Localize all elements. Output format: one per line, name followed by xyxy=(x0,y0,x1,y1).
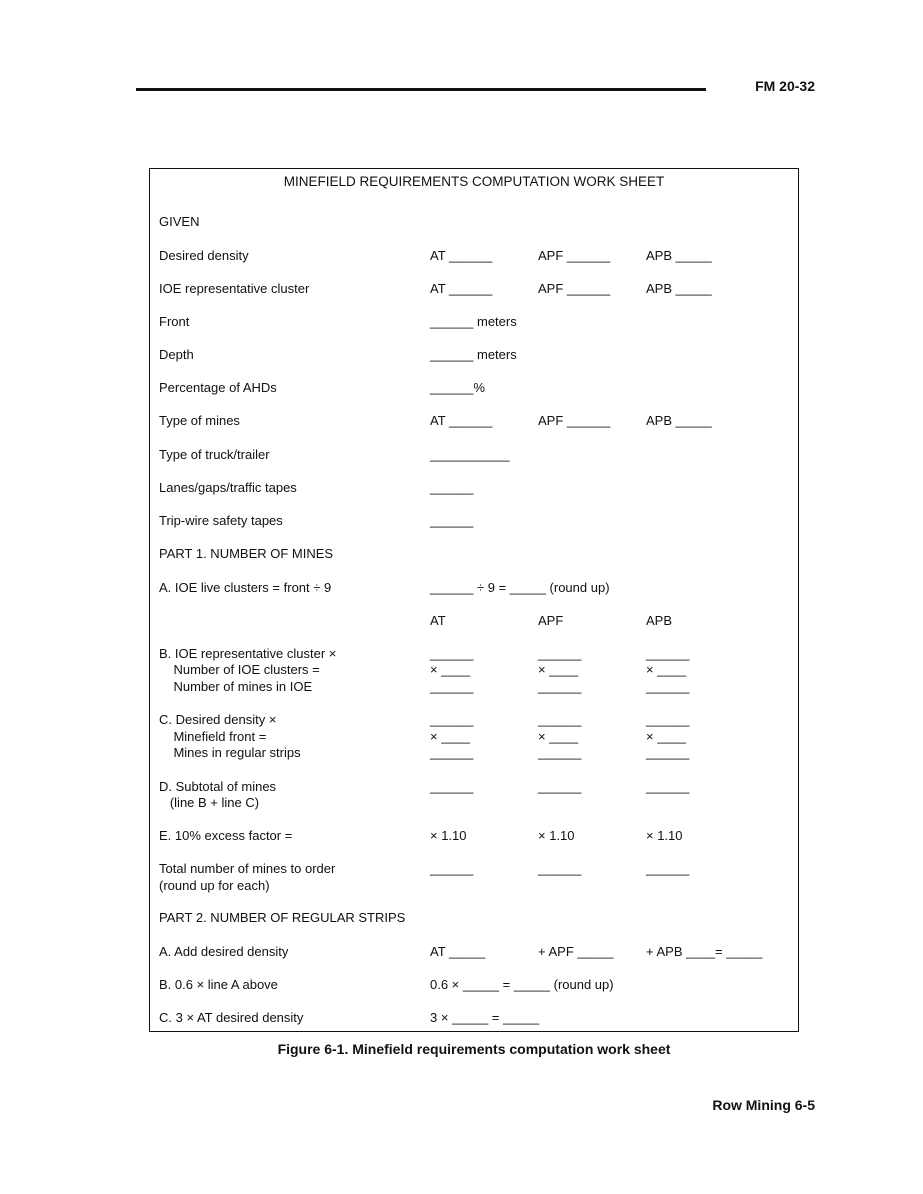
part1-b-at-2: × ____ xyxy=(430,662,471,677)
part1-c-apb-1: ______ xyxy=(646,712,690,727)
part2-heading: PART 2. NUMBER OF REGULAR STRIPS xyxy=(159,910,406,925)
part1-c-at-2: × ____ xyxy=(430,729,471,744)
header-rule xyxy=(136,88,706,91)
part2-b-label: B. 0.6 × line A above xyxy=(159,977,278,992)
col-header-apb: APB xyxy=(646,613,673,628)
total-line2: (round up for each) xyxy=(159,878,270,893)
total-at: ______ xyxy=(430,861,474,876)
part1-b-apb-2: × ____ xyxy=(646,662,687,677)
truck-field: ___________ xyxy=(430,447,510,462)
mine-types-label: Type of mines xyxy=(159,413,240,428)
part1-c-apb-3: ______ xyxy=(646,745,690,760)
ioe-cluster-apb: APB _____ xyxy=(646,281,712,296)
part1-e-apb: × 1.10 xyxy=(646,828,683,843)
ioe-cluster-label: IOE representative cluster xyxy=(159,281,310,296)
part1-c-apb-2: × ____ xyxy=(646,729,687,744)
part1-c-line3: Mines in regular strips xyxy=(159,745,301,760)
part1-c-at-1: ______ xyxy=(430,712,474,727)
mine-types-apb: APB _____ xyxy=(646,413,712,428)
mine-types-apf: APF ______ xyxy=(538,413,611,428)
part2-c-label: C. 3 × AT desired density xyxy=(159,1010,304,1025)
part1-b-apb-3: ______ xyxy=(646,679,690,694)
part1-c-at-3: ______ xyxy=(430,745,474,760)
part1-c-apf-3: ______ xyxy=(538,745,582,760)
worksheet-title: MINEFIELD REQUIREMENTS COMPUTATION WORK SHEET xyxy=(283,174,665,189)
desired-density-at: AT ______ xyxy=(430,248,493,263)
lanes-label: Lanes/gaps/traffic tapes xyxy=(159,480,297,495)
part1-heading: PART 1. NUMBER OF MINES xyxy=(159,546,334,561)
tripwire-label: Trip-wire safety tapes xyxy=(159,513,283,528)
part2-a-apf: + APF _____ xyxy=(538,944,614,959)
part2-a-at: AT _____ xyxy=(430,944,486,959)
part1-c-apf-2: × ____ xyxy=(538,729,579,744)
part1-d-line2: (line B + line C) xyxy=(159,795,260,810)
part1-d-apf: ______ xyxy=(538,779,582,794)
part2-a-label: A. Add desired density xyxy=(159,944,289,959)
part1-d-line1: D. Subtotal of mines xyxy=(159,779,277,794)
col-header-apf: APF xyxy=(538,613,564,628)
total-apb: ______ xyxy=(646,861,690,876)
given-heading: GIVEN xyxy=(159,214,200,229)
truck-label: Type of truck/trailer xyxy=(159,447,270,462)
ioe-cluster-at: AT ______ xyxy=(430,281,493,296)
page-footer: Row Mining 6-5 xyxy=(712,1097,815,1113)
part1-b-at-1: ______ xyxy=(430,646,474,661)
depth-field: ______ meters xyxy=(430,347,517,362)
part1-b-apb-1: ______ xyxy=(646,646,690,661)
part1-b-apf-1: ______ xyxy=(538,646,582,661)
document-id: FM 20-32 xyxy=(755,78,815,94)
part1-b-apf-3: ______ xyxy=(538,679,582,694)
part1-a-field: ______ ÷ 9 = _____ (round up) xyxy=(430,580,610,595)
part2-b-field: 0.6 × _____ = _____ (round up) xyxy=(430,977,614,992)
part1-c-line1: C. Desired density × xyxy=(159,712,277,727)
mine-types-at: AT ______ xyxy=(430,413,493,428)
front-label: Front xyxy=(159,314,190,329)
ioe-cluster-apf: APF ______ xyxy=(538,281,611,296)
part2-a-apb: + APB ____= _____ xyxy=(646,944,763,959)
lanes-field: ______ xyxy=(430,480,474,495)
total-apf: ______ xyxy=(538,861,582,876)
part1-e-at: × 1.10 xyxy=(430,828,467,843)
desired-density-label: Desired density xyxy=(159,248,249,263)
part1-d-apb: ______ xyxy=(646,779,690,794)
part1-e-label: E. 10% excess factor = xyxy=(159,828,293,843)
ahds-label: Percentage of AHDs xyxy=(159,380,277,395)
part2-c-field: 3 × _____ = _____ xyxy=(430,1010,540,1025)
desired-density-apf: APF ______ xyxy=(538,248,611,263)
col-header-at: AT xyxy=(430,613,446,628)
ahds-field: ______% xyxy=(430,380,485,395)
part1-d-at: ______ xyxy=(430,779,474,794)
depth-label: Depth xyxy=(159,347,194,362)
part1-b-line2: Number of IOE clusters = xyxy=(159,662,320,677)
part1-b-line3: Number of mines in IOE xyxy=(159,679,313,694)
part1-e-apf: × 1.10 xyxy=(538,828,575,843)
part1-b-apf-2: × ____ xyxy=(538,662,579,677)
front-field: ______ meters xyxy=(430,314,517,329)
desired-density-apb: APB _____ xyxy=(646,248,712,263)
total-line1: Total number of mines to order xyxy=(159,861,336,876)
part1-a-label: A. IOE live clusters = front ÷ 9 xyxy=(159,580,332,595)
part1-c-line2: Minefield front = xyxy=(159,729,267,744)
part1-b-line1: B. IOE representative cluster × xyxy=(159,646,337,661)
part1-c-apf-1: ______ xyxy=(538,712,582,727)
tripwire-field: ______ xyxy=(430,513,474,528)
part1-b-at-3: ______ xyxy=(430,679,474,694)
worksheet-frame xyxy=(149,168,799,1032)
figure-caption: Figure 6-1. Minefield requirements computation work sheet xyxy=(277,1041,671,1057)
